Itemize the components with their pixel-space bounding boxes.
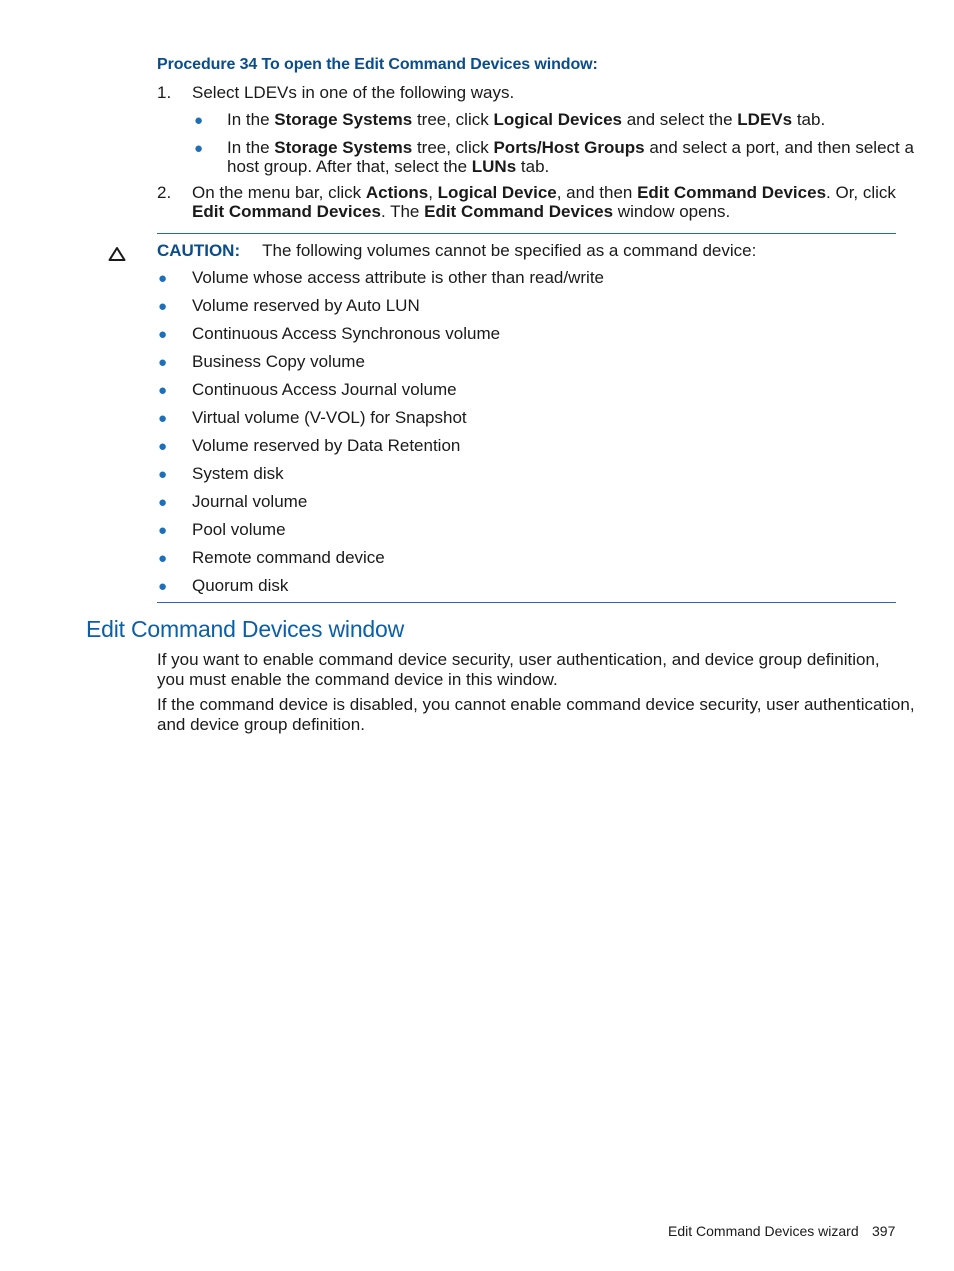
bullet-dot-icon: ● xyxy=(158,354,168,371)
caution-label: CAUTION: xyxy=(157,241,241,260)
caution-list-item: Remote command device xyxy=(192,548,385,567)
caution-text: The following volumes cannot be specified as a command device: xyxy=(262,241,757,260)
bullet-dot-icon: ● xyxy=(158,326,168,343)
step-1-option-2-line-2: host group. After that, select the LUNs tab. xyxy=(227,157,550,176)
step-1-option-2-line-1: In the Storage Systems tree, click Ports/Host Groups and select a port, and then select a xyxy=(227,138,914,157)
procedure-title: Procedure 34 To open the Edit Command Devices window: xyxy=(157,56,598,73)
caution-list-item: System disk xyxy=(192,464,284,483)
caution-list-item: Continuous Access Journal volume xyxy=(192,380,457,399)
section-paragraph-1-line-2: you must enable the command device in this window. xyxy=(157,670,558,689)
bullet-dot-icon: ● xyxy=(158,382,168,399)
caution-list-item: Continuous Access Synchronous volume xyxy=(192,324,501,343)
step-2-line-1: On the menu bar, click Actions, Logical Device, and then Edit Command Devices. Or, click xyxy=(192,183,896,202)
warning-triangle-icon xyxy=(108,246,126,262)
step-2-line-2: Edit Command Devices. The Edit Command Devices window opens. xyxy=(192,202,731,221)
bullet-dot-icon: ● xyxy=(158,410,168,427)
bullet-dot-icon: ● xyxy=(158,522,168,539)
caution-list-item: Business Copy volume xyxy=(192,352,365,371)
caution-list-item: Journal volume xyxy=(192,492,308,511)
section-paragraph-2-line-2: and device group definition. xyxy=(157,715,365,734)
bullet-dot-icon: ● xyxy=(194,112,204,129)
section-paragraph-2-line-1: If the command device is disabled, you cannot enable command device security, user authentication, xyxy=(157,695,915,714)
bullet-dot-icon: ● xyxy=(158,550,168,567)
step-1-option-1: In the Storage Systems tree, click Logical Devices and select the LDEVs tab. xyxy=(227,110,826,129)
bullet-dot-icon: ● xyxy=(158,578,168,595)
caution-list-item: Volume reserved by Auto LUN xyxy=(192,296,420,315)
caution-list-item: Quorum disk xyxy=(192,576,289,595)
bullet-dot-icon: ● xyxy=(158,494,168,511)
step-2-number: 2. xyxy=(157,183,172,202)
bullet-dot-icon: ● xyxy=(158,438,168,455)
caution-list-item: Pool volume xyxy=(192,520,286,539)
footer-label: Edit Command Devices wizard xyxy=(668,1223,859,1239)
caution-top-rule xyxy=(157,233,896,234)
section-heading: Edit Command Devices window xyxy=(86,616,405,642)
bullet-dot-icon: ● xyxy=(194,140,204,157)
bullet-dot-icon: ● xyxy=(158,270,168,287)
step-1-text: Select LDEVs in one of the following ways. xyxy=(192,83,515,102)
bullet-dot-icon: ● xyxy=(158,466,168,483)
section-paragraph-1-line-1: If you want to enable command device security, user authentication, and device group definition, xyxy=(157,650,880,669)
step-1-number: 1. xyxy=(157,83,172,102)
caution-bottom-rule xyxy=(157,602,896,603)
bullet-dot-icon: ● xyxy=(158,298,168,315)
page-number: 397 xyxy=(872,1223,896,1239)
caution-list-item: Volume whose access attribute is other than read/write xyxy=(192,268,604,287)
caution-line xyxy=(157,241,756,261)
caution-list-item: Virtual volume (V-VOL) for Snapshot xyxy=(192,408,467,427)
caution-list-item: Volume reserved by Data Retention xyxy=(192,436,461,455)
